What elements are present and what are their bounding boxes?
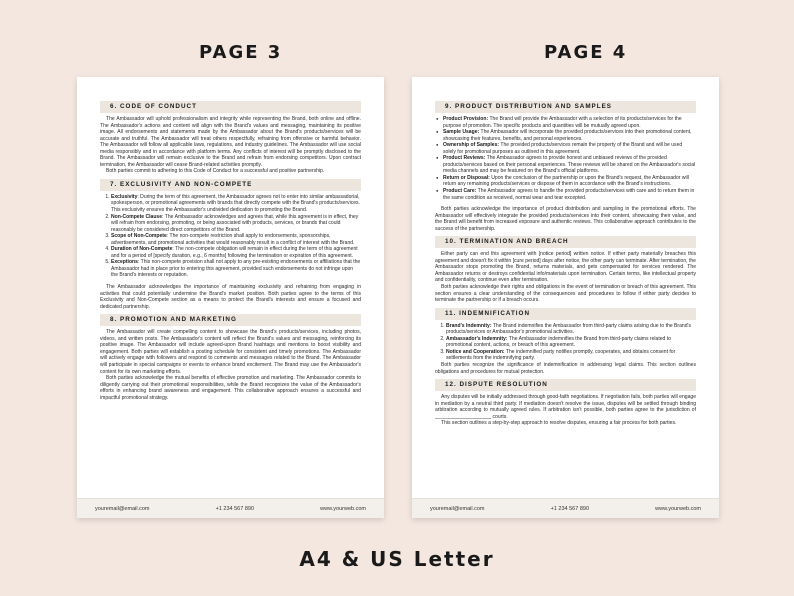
page-3-label: PAGE 3 <box>199 42 283 63</box>
section-9-list <box>435 116 696 201</box>
page-3-footer <box>77 498 384 518</box>
list-item: ● Return or Disposal: Upon the conclusion of the partnership or upon the Brand's request, the Ambassador will return any remaining products/services or dispose of them in accordance with the Brand's instructions. <box>443 175 696 188</box>
section-7-paragraph: The Ambassador acknowledges the importance of maintaining exclusivity and refraining from engaging in activities that could potentially undermine the Brand's market position. Both parties agree to the terms of this Exclusivity and Non-Compete section as a means to protect the Brand's interests and ensure a focused and dedicated partnership. <box>100 284 361 310</box>
list-item: 1. Brand's Indemnity: The Brand indemnifies the Ambassador from third-party claims arising due to the Brand's products/services or Ambassador's promotional activities. <box>446 323 696 336</box>
section-6-paragraph-1: The Ambassador will uphold professionalism and integrity while representing the Brand, both online and offline. The Ambassador's actions and content will align with the Brand's values and messaging, maintaining its positive image. All endorsements and statements made by the Ambassador about the Brand's products/services will be accurate and truthful. The Ambassador will treat others respectfully, refraining from offensive or harmful behavior. The Ambassador will follow all applicable laws, regulations, and industry guidelines. The Ambassador will use social media responsibly and in accordance with platform terms. Any conflicts of interest will be promptly disclosed to the Brand. The Ambassador will remain exclusive to the Brand and refrain from endorsing competitors. Upon contract termination, the Ambassador will cease Brand-related activities promptly. <box>100 116 361 168</box>
page-4-label: PAGE 4 <box>544 42 628 63</box>
page-4-sheet <box>412 77 719 518</box>
section-10-paragraph-1: Either party can end this agreement with [notice period] written notice. If either party materially breaches this agreement and doesn't fix it within [cure period] days after notice, the other party can terminate. After termination, the Ambassador stops promoting the Brand, returns materials, and gets compensated for services rendered. The Ambassador returns or destroys confidential info/materials upon termination. Certain terms, like intellectual property and confidentiality, continue even after termination. <box>435 251 696 284</box>
list-item: 1. Exclusivity: During the term of this agreement, the Ambassador agrees not to enter into similar ambassadorial, spokesperson, or promotional agreements with brands that directly compete with the Brand's products/services. This exclusivity ensures the Ambassador's undivided dedication to promoting the Brand. <box>111 194 361 214</box>
footer-phone: +1 234 567 890 <box>215 505 255 512</box>
footer-email: youremail@email.com <box>95 505 150 512</box>
list-item: 2. Non-Compete Clause: The Ambassador acknowledges and agrees that, while this agreement is in effect, they will refrain from endorsing, promoting, or being associated with products, services, or brands that could reasonably be considered direct competitors of the Brand. <box>111 214 361 234</box>
section-8-paragraph-1: The Ambassador will create compelling content to showcase the Brand's products/services, including photos, videos, and written posts. The Ambassador's content will reflect the Brand's values and messaging, reinforcing its positive image. The Ambassador will include agreed-upon Brand hashtags and mentions to boost visibility and engagement. Both parties will establish a posting schedule for consistent and timely promotions. The Ambassador will actively engage with followers and respond to comments and messages related to the Brand. The Ambassador will participate in special campaigns or events to enhance brand excitement. The Brand may use the Ambassador's content for its own marketing efforts. <box>100 329 361 375</box>
section-10-paragraph-2: Both parties acknowledge their rights and obligations in the event of termination or breach of this agreement. This section ensures a clear understanding of the consequences and procedures to follow if either party decides to terminate the partnership or if a breach occurs. <box>435 284 696 304</box>
page-4-footer <box>412 498 719 518</box>
section-11-heading: 11. INDEMNIFICATION <box>435 308 696 320</box>
section-12-heading: 12. DISPUTE RESOLUTION <box>435 379 696 391</box>
list-item: 3. Scope of Non-Compete: The non-compete restriction shall apply to endorsements, sponsorships, advertisements, and promotional activities that would reasonably result in a conflict of interest with the Brand. <box>111 233 361 246</box>
section-12-paragraph-2: This section outlines a step-by-step approach to resolve disputes, ensuring a fair process for both parties. <box>441 420 677 427</box>
page-3-sheet <box>77 77 384 518</box>
section-8-paragraph-2: Both parties acknowledge the mutual benefits of effective promotion and marketing. The Ambassador commits to diligently carrying out their promotional responsibilities, while the Brand recognizes the value of the Ambassador's efforts in enhancing brand awareness and engagement. This collaborative approach ensures a successful and impactful promotional strategy. <box>100 375 361 401</box>
section-6-paragraph-2: Both parties commit to adhering to this Code of Conduct for a successful and positive partnership. <box>106 168 325 175</box>
section-6-heading: 6. CODE OF CONDUCT <box>100 101 361 113</box>
list-item: ● Product Care: The Ambassador agrees to handle the provided products/services with care and to return them in the same condition as received, normal wear and tear excepted. <box>443 188 696 201</box>
list-item: ● Product Provision: The Brand will provide the Ambassador with a selection of its products/services for the purpose of promotion. The specific products and quantities will be mutually agreed upon. <box>443 116 696 129</box>
footer-website: www.yourweb.com <box>655 505 701 512</box>
section-7-list <box>100 194 361 279</box>
list-item: 4. Duration of Non-Compete: The non-compete obligation will remain in effect during the term of this agreement and for a period of [specify duration, e.g., 6 months] following the termination or expiration of this agreement. <box>111 246 361 259</box>
section-10-heading: 10. TERMINATION AND BREACH <box>435 236 696 248</box>
format-caption: A4 & US Letter <box>299 547 495 571</box>
section-7-heading: 7. EXCLUSIVITY AND NON-COMPETE <box>100 179 361 191</box>
list-item: ● Product Reviews: The Ambassador agrees to provide honest and unbiased reviews of the provided products/services based on their personal experiences. These reviews will be shared on the Ambassador's social media channels and may be featured on the Brand's official platforms. <box>443 155 696 175</box>
section-11-list <box>435 323 696 362</box>
section-8-heading: 8. PROMOTION AND MARKETING <box>100 314 361 326</box>
section-12-paragraph-1: Any disputes will be initially addressed through good-faith negotiations. If negotiation fails, both parties will engage in mediation by a neutral third party. If mediation doesn't resolve the issue, disputes will be settled through binding arbitration according to mutually agreed rules. If arbitration isn't possible, both parties agree to the jurisdiction of ____________________ courts. <box>435 394 696 420</box>
section-9-paragraph: Both parties acknowledge the importance of product distribution and sampling in the promotional efforts. The Ambassador will effectively integrate the provided products/services into their content, showcasing their value, and the Brand will benefit from increased exposure and authentic reviews. This collaborative approach contributes to the success of the partnership. <box>435 206 696 232</box>
list-item: ● Sample Usage: The Ambassador will incorporate the provided products/services into their promotional content, showcasing their features, benefits, and personal experiences. <box>443 129 696 142</box>
list-item: 5. Exceptions: This non-compete provision shall not apply to any pre-existing endorsements or affiliations that the Ambassador had in place prior to entering this agreement, provided such endorsements do not infringe upon the Brand's interests or reputation. <box>111 259 361 279</box>
footer-email: youremail@email.com <box>430 505 485 512</box>
list-item: 2. Ambassador's Indemnity: The Ambassador indemnifies the Brand from third-party claims related to promotional content, actions, or breach of this agreement. <box>446 336 696 349</box>
list-item: 3. Notice and Cooperation: The indemnified party notifies promptly, cooperates, and obtains consent for settlements from the indemnifying party. <box>446 349 696 362</box>
section-11-paragraph: Both parties recognize the significance of indemnification in addressing legal claims. This section outlines obligations and procedures for mutual protection. <box>435 361 696 375</box>
footer-phone: +1 234 567 890 <box>550 505 590 512</box>
list-item: ● Ownership of Samples: The provided products/services remain the property of the Brand and will be used solely for promotional purposes as outlined in this agreement. <box>443 142 696 155</box>
section-9-heading: 9. PRODUCT DISTRIBUTION AND SAMPLES <box>435 101 696 113</box>
footer-website: www.yourweb.com <box>320 505 366 512</box>
